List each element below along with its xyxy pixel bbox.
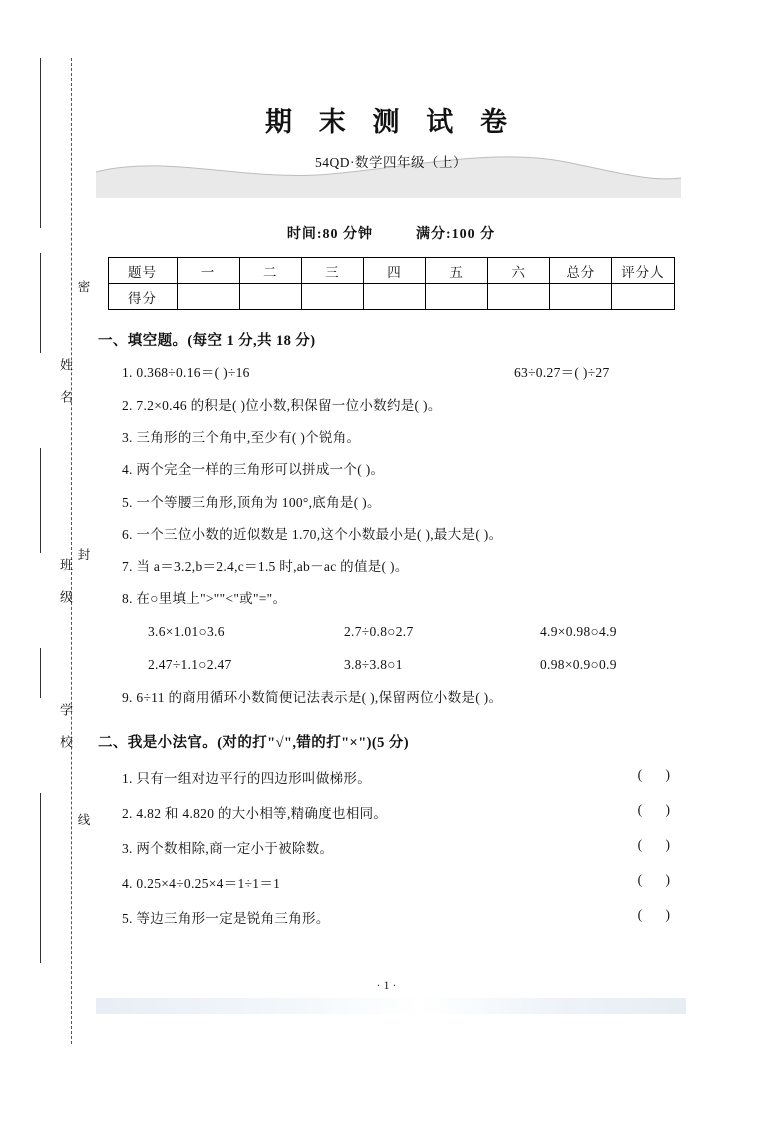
question-number: 7. xyxy=(122,559,133,575)
page-number: · 1 · xyxy=(376,978,397,992)
score-input-cell[interactable] xyxy=(239,284,301,310)
score-input-cell[interactable] xyxy=(488,284,550,310)
score-table-header-row xyxy=(108,258,674,284)
judgement-number: 3. xyxy=(122,840,133,856)
score-header-cell: 五 xyxy=(426,258,488,284)
question-number: 2. xyxy=(122,398,133,413)
exam-content xyxy=(96,62,686,927)
side-margin-column xyxy=(18,58,90,1044)
score-header-cell: 四 xyxy=(363,258,425,284)
judgement-answer-box[interactable]: ( ) xyxy=(637,906,680,922)
judgement-number: 5. xyxy=(122,910,133,926)
question-number: 8. xyxy=(122,591,133,607)
margin-rule-2 xyxy=(40,253,41,353)
compare-expression: 3.6×1.01○3.6 xyxy=(148,623,225,639)
judgement-1 xyxy=(122,767,686,787)
question-9 xyxy=(122,689,686,707)
seal-word-xian: 线 xyxy=(76,813,90,826)
judgement-text: 两个数相除,商一定小于被除数。 xyxy=(136,840,334,856)
judgement-3 xyxy=(122,837,686,857)
question-2 xyxy=(122,397,686,415)
judgement-text: 等边三角形一定是锐角三角形。 xyxy=(136,910,330,926)
question-number: 6. xyxy=(122,526,133,542)
question-8 xyxy=(122,590,686,608)
question-1 xyxy=(122,364,686,383)
full-score-label: 满分:100 分 xyxy=(416,227,496,242)
score-table-value-row xyxy=(108,284,674,310)
score-input-cell[interactable] xyxy=(426,284,488,310)
judgement-answer-box[interactable]: ( ) xyxy=(637,871,680,887)
margin-rule-1 xyxy=(40,58,41,228)
question-1-col-1 xyxy=(122,364,250,382)
question-7 xyxy=(122,558,686,576)
page-subtitle: 54QD·数学四年级（上） xyxy=(315,155,467,170)
score-header-cell: 一 xyxy=(177,258,239,284)
side-word-name: 姓 名 xyxy=(58,358,73,405)
score-input-cell[interactable] xyxy=(177,284,239,310)
time-label: 时间:80 分钟 xyxy=(286,227,373,242)
judgement-text: 4.82 和 4.820 的大小相等,精确度也相同。 xyxy=(136,805,388,821)
question-number: 9. xyxy=(122,689,133,705)
judgement-number: 2. xyxy=(122,805,133,821)
question-number: 1. xyxy=(122,365,133,380)
margin-rule-4 xyxy=(40,648,41,698)
margin-rule-5 xyxy=(40,793,41,963)
question-number: 5. xyxy=(122,494,133,510)
score-header-cell: 二 xyxy=(239,258,301,284)
question-1-col-2: 63÷0.27＝( )÷27 xyxy=(514,365,610,380)
judgement-answer-box[interactable]: ( ) xyxy=(637,801,680,817)
question-text: 在○里填上">""<"或"="。 xyxy=(136,591,287,607)
judgement-answer-box[interactable]: ( ) xyxy=(637,766,680,782)
question-6 xyxy=(122,526,686,544)
judgement-4 xyxy=(122,872,686,892)
judgement-number: 4. xyxy=(122,875,133,891)
judgement-5 xyxy=(122,907,686,927)
question-5 xyxy=(122,494,686,512)
margin-rule-3 xyxy=(40,448,41,553)
compare-expression: 2.7÷0.8○2.7 xyxy=(344,623,414,639)
question-text: 一个等腰三角形,顶角为 100°,底角是( )。 xyxy=(136,494,381,510)
score-header-cell: 总分 xyxy=(550,258,612,284)
question-4 xyxy=(122,461,686,479)
judgement-2 xyxy=(122,802,686,822)
question-8-compare-row-2 xyxy=(148,656,686,675)
side-word-school: 学 校 xyxy=(58,703,73,750)
question-text: 7.2×0.46 的积是( )位小数,积保留一位小数约是( )。 xyxy=(136,398,442,413)
judgement-number: 1. xyxy=(122,770,133,786)
score-input-cell[interactable] xyxy=(301,284,363,310)
question-text: 两个完全一样的三角形可以拼成一个( )。 xyxy=(136,462,385,478)
judgement-text: 只有一组对边平行的四边形叫做梯形。 xyxy=(136,770,372,786)
compare-expression: 3.8÷3.8○1 xyxy=(344,656,403,672)
question-text: 三角形的三个角中,至少有( )个锐角。 xyxy=(136,430,361,446)
question-text: 6÷11 的商用循环小数简便记法表示是( ),保留两位小数是( )。 xyxy=(136,689,503,705)
judgement-text: 0.25×4÷0.25×4＝1÷1＝1 xyxy=(136,875,281,891)
compare-expression: 2.47÷1.1○2.47 xyxy=(148,656,232,672)
question-number: 3. xyxy=(122,430,133,446)
page-title: 期 末 测 试 卷 xyxy=(265,107,517,137)
section-heading-true-false: 二、我是小法官。(对的打"√",错的打"×")(5 分) xyxy=(98,734,409,751)
question-text: 一个三位小数的近似数是 1.70,这个小数最小是( ),最大是( )。 xyxy=(136,526,503,542)
question-8-compare-row-1 xyxy=(148,623,686,642)
question-number: 4. xyxy=(122,462,133,478)
seal-word-mi: 密 xyxy=(76,280,90,293)
seal-word-feng: 封 xyxy=(76,548,90,561)
score-header-cell: 六 xyxy=(488,258,550,284)
score-table xyxy=(108,257,675,310)
score-header-cell: 三 xyxy=(301,258,363,284)
scan-artifact-band xyxy=(96,998,686,1014)
score-header-cell: 评分人 xyxy=(612,258,674,284)
score-header-cell: 题号 xyxy=(108,258,177,284)
score-input-cell[interactable] xyxy=(363,284,425,310)
score-input-cell[interactable] xyxy=(612,284,674,310)
side-word-class: 班 级 xyxy=(58,558,73,605)
compare-expression: 0.98×0.9○0.9 xyxy=(540,656,617,672)
question-text: 0.368÷0.16＝( )÷16 xyxy=(136,365,250,380)
score-input-cell[interactable] xyxy=(550,284,612,310)
exam-meta xyxy=(96,223,686,243)
section-heading-fill-in: 一、填空题。(每空 1 分,共 18 分) xyxy=(98,333,316,349)
score-row-label: 得分 xyxy=(108,284,177,310)
compare-expression: 4.9×0.98○4.9 xyxy=(540,623,617,639)
judgement-answer-box[interactable]: ( ) xyxy=(637,836,680,852)
question-3 xyxy=(122,429,686,447)
question-text: 当 a＝3.2,b＝2.4,c＝1.5 时,ab－ac 的值是( )。 xyxy=(136,559,409,575)
